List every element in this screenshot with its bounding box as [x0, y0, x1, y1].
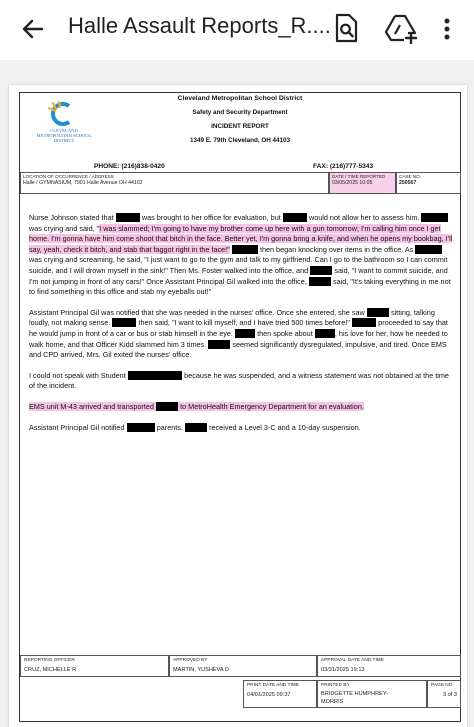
report-narrative — [29, 213, 453, 433]
redaction-bar — [112, 318, 136, 327]
redaction-bar — [421, 213, 447, 222]
field-label: PRINT DATE AND TIME — [247, 683, 299, 688]
reporting-officer-cell — [20, 655, 169, 677]
narrative-paragraph — [29, 371, 453, 392]
case-number-label: CASE NO. — [399, 174, 421, 179]
print-date-cell — [243, 680, 317, 708]
narrative-text: proceeded to say that he would jump in front of a car or bus or stab himself in the eye. — [29, 318, 448, 338]
redaction-bar — [128, 371, 182, 380]
date-reported-label: DATE / TIME REPORTED — [332, 174, 386, 179]
narrative-text: sitting, talking loudly, not making sense. — [29, 307, 435, 328]
redaction-bar — [235, 329, 255, 338]
redaction-bar — [415, 245, 441, 254]
narrative-text: because he was suspended, and a witness statement was not obtained at the time of the incident. — [29, 370, 449, 391]
narrative-text: parents. — [156, 422, 183, 432]
district-address: 1349 E. 79th Cleveland, OH 44103 — [189, 137, 291, 144]
district-name: Cleveland Metropolitan School District — [177, 95, 303, 102]
narrative-text: EMS unit M-43 arrived and transported — [29, 401, 154, 411]
document-title: Halle Assault Reports_R.... — [68, 13, 331, 38]
more-options-icon[interactable] — [438, 12, 456, 44]
redaction-bar — [185, 423, 207, 432]
redaction-bar — [232, 245, 258, 254]
case-number-cell — [396, 172, 461, 194]
narrative-text: to MetroHealth Emergency Department for an evaluation. — [180, 401, 364, 411]
location-cell — [20, 172, 329, 194]
redaction-bar — [309, 277, 331, 286]
fax-number: FAX: (216)777-5343 — [313, 163, 374, 170]
narrative-paragraph — [29, 423, 453, 434]
redaction-bar — [116, 213, 140, 222]
narrative-text: was crying and screaming, he said, "I just want to go to the gym and talk to my girlfriend. Can I go to the bathroom so I can commit suicide, and I will drown myself in the sink!" Then Ms. Foster walked into the office, and — [29, 255, 448, 275]
narrative-text: Assistant Principal Gil was notified that she was needed in the nurses' office. Once she entered, she saw — [29, 307, 365, 317]
field-label: APPROVAL DATE AND TIME — [321, 658, 384, 663]
redaction-bar — [127, 423, 155, 432]
redaction-bar — [310, 266, 332, 275]
document-page — [9, 85, 467, 727]
add-to-drive-icon[interactable] — [384, 12, 418, 44]
narrative-text: Nurse Johnson stated that — [29, 213, 114, 222]
highlighted-text — [29, 402, 364, 411]
narrative-text: would not allow her to assess him. — [308, 213, 420, 222]
narrative-text: was brought to her office for evaluation, but — [141, 213, 281, 222]
narrative-text: then said, "I want to kill myself, and I have tried 500 times before!" — [138, 318, 350, 328]
narrative-text: was crying and said, " — [29, 223, 100, 233]
redaction-bar — [156, 402, 178, 411]
redaction-bar — [367, 308, 389, 317]
location-value: Halle / GYMNASIUM, 7901 Halle Avenue OH 44102 — [23, 179, 143, 186]
redaction-bar — [315, 329, 335, 338]
case-number-value: 250567 — [399, 179, 417, 186]
approval-date-cell — [317, 655, 461, 677]
back-arrow-icon[interactable] — [18, 14, 48, 44]
narrative-paragraph — [29, 402, 453, 413]
narrative-text: , his love for her, how he needed to walk home, and that Officer Kidd slammed him 3 times. — [29, 328, 448, 349]
field-label: PAGE NO — [431, 683, 453, 688]
field-label: APPROVED BY — [173, 658, 208, 663]
report-type: INCIDENT REPORT — [211, 123, 269, 130]
narrative-text: received a Level 3-C and a 10-day suspension. — [209, 422, 361, 432]
narrative-paragraph — [29, 213, 453, 298]
page-number-cell — [427, 680, 461, 708]
approved-by-value: MARTIN, YUSHEVA D — [173, 667, 229, 674]
field-label: PRINTED BY — [321, 683, 350, 688]
narrative-text: then spoke about — [257, 328, 313, 338]
approved-by-cell — [169, 655, 317, 677]
printed-by-value: BRIDGETTE HUMPHREY-MORRIS — [321, 691, 388, 705]
narrative-text: I could not speak with Student — [29, 370, 126, 380]
date-reported-cell — [329, 172, 396, 194]
narrative-text: said, "I want to commit suicide, and I'm not jumping in front of any cars!" Once Assistant Principal Gil walked into the office, — [29, 265, 448, 286]
phone-number: PHONE: (216)838-0420 — [94, 163, 165, 170]
location-label: LOCATION OF OCCURRENCE / ADDRESS — [23, 174, 114, 179]
narrative-text: seemed significantly dysregulated, impulsive, and tired. Once EMS and CPD arrived, Mrs. Gil exited the nurses' office. — [29, 339, 447, 360]
narrative-text: I was slammed; I'm going to have my brother come up here with a gun tomorrow; I'm calling him once I get home. I'm gonna have him come shoot that bitch in the face. Better yet, I'm gonna bring a knife, and when he opens my bookbag, I'll say, yeah, check it bitch, and stab that faggot right in the face!" — [29, 223, 453, 254]
printed-by-cell — [317, 680, 427, 708]
redaction-bar — [352, 318, 376, 327]
narrative-text: Assistant Principal Gil notified — [29, 422, 125, 432]
narrative-text: said, "It's taking everything in me not to find something in this office and stab my eyeballs out!" — [29, 276, 451, 297]
department-name: Safety and Security Department — [192, 109, 288, 116]
top-app-bar — [0, 0, 474, 60]
approval-date-value: 03/31/2025 19:13 — [321, 667, 365, 674]
narrative-text: then began knocking over items in the office. As — [259, 244, 414, 254]
page-number-value: 3 of 3 — [443, 692, 457, 699]
reporting-officer-value: CRUZ, MICHELLE R — [24, 667, 77, 674]
redaction-bar — [283, 213, 307, 222]
redaction-bar — [208, 340, 230, 349]
field-label: REPORTING OFFICER — [24, 658, 75, 663]
find-in-page-icon[interactable] — [331, 12, 361, 44]
narrative-paragraph — [29, 308, 453, 361]
print-date-value: 04/01/2025 09:37 — [247, 692, 291, 699]
logo-text: CLEVELAND METROPOLITAN SCHOOL DISTRICT — [36, 128, 92, 144]
date-reported-value: 03/05/2025 10:05 — [332, 179, 373, 186]
report-frame — [19, 92, 461, 722]
